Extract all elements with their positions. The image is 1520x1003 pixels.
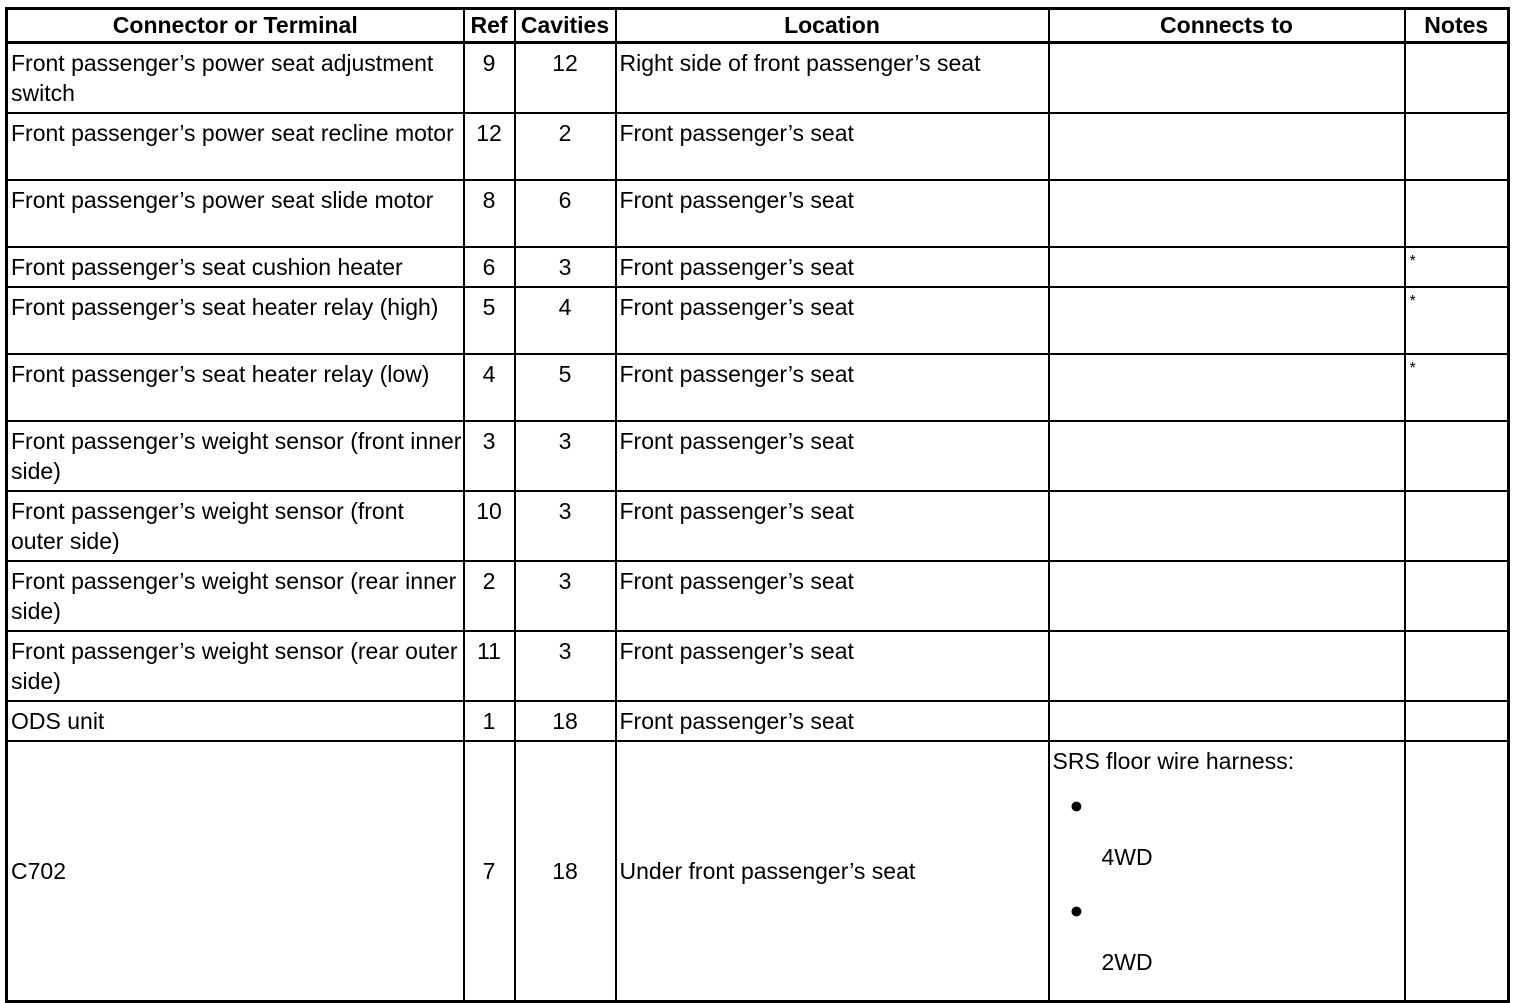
notes-cell [1405,561,1509,631]
ref-cell: 6 [464,247,515,287]
connects-to-list [1050,790,1404,1000]
location-cell: Under front passenger’s seat [616,741,1049,1002]
ref-cell: 7 [464,741,515,1002]
cavities-cell: 18 [515,741,616,1002]
notes-cell [1405,491,1509,561]
connects-to-cell [1049,631,1405,701]
header-connector: Connector or Terminal [7,9,464,43]
location-cell: Front passenger’s seat [616,631,1049,701]
notes-cell [1405,741,1509,1002]
table-row [7,180,1509,247]
location-cell: Front passenger’s seat [616,354,1049,421]
ref-cell: 3 [464,421,515,491]
connects-to-cell [1049,561,1405,631]
connects-to-cell [1049,113,1405,180]
cavities-cell: 3 [515,561,616,631]
table-row [7,491,1509,561]
cavities-cell: 3 [515,421,616,491]
list-item [1050,790,1404,895]
connector-table [5,7,1510,1003]
location-cell: Right side of front passenger’s seat [616,43,1049,114]
notes-cell: * [1405,247,1509,287]
ref-cell: 12 [464,113,515,180]
connects-to-cell [1049,701,1405,741]
table-row [7,741,1509,1002]
notes-cell [1405,421,1509,491]
connects-to-cell [1049,287,1405,354]
table-row [7,354,1509,421]
cavities-cell: 12 [515,43,616,114]
bullet-icon: ● [1069,792,1084,818]
connector-cell: Front passenger’s weight sensor (rear outer side) [7,631,464,701]
connector-cell: ODS unit [7,701,464,741]
table-header-row [7,9,1509,43]
ref-cell: 10 [464,491,515,561]
notes-cell [1405,701,1509,741]
table-row [7,701,1509,741]
cavities-cell: 18 [515,701,616,741]
connects-to-cell [1049,741,1405,1002]
connector-cell: Front passenger’s weight sensor (front inner side) [7,421,464,491]
notes-cell: * [1405,354,1509,421]
header-cavities: Cavities [515,9,616,43]
table-row [7,287,1509,354]
notes-cell [1405,631,1509,701]
connector-cell: Front passenger’s power seat recline motor [7,113,464,180]
location-cell: Front passenger’s seat [616,287,1049,354]
ref-cell: 8 [464,180,515,247]
list-item-label: 2WD [1101,949,1153,975]
table-row [7,43,1509,114]
table-row [7,113,1509,180]
connector-cell: Front passenger’s weight sensor (rear inner side) [7,561,464,631]
cavities-cell: 4 [515,287,616,354]
notes-cell [1405,113,1509,180]
connects-to-cell [1049,180,1405,247]
connects-to-cell [1049,421,1405,491]
connector-cell: Front passenger’s seat heater relay (low) [7,354,464,421]
connector-cell: Front passenger’s seat heater relay (high) [7,287,464,354]
list-item-label: 4WD [1101,844,1153,870]
cavities-cell: 2 [515,113,616,180]
header-ref: Ref [464,9,515,43]
connector-cell: Front passenger’s seat cushion heater [7,247,464,287]
connects-to-cell [1049,43,1405,114]
location-cell: Front passenger’s seat [616,701,1049,741]
notes-cell [1405,43,1509,114]
bullet-icon: ● [1069,897,1084,923]
location-cell: Front passenger’s seat [616,113,1049,180]
cavities-cell: 3 [515,491,616,561]
table-row [7,247,1509,287]
connects-to-cell [1049,354,1405,421]
connector-cell: C702 [7,741,464,1002]
connects-to-cell [1049,491,1405,561]
ref-cell: 5 [464,287,515,354]
ref-cell: 2 [464,561,515,631]
cavities-cell: 3 [515,631,616,701]
header-location: Location [616,9,1049,43]
list-item [1050,895,1404,1000]
connector-cell: Front passenger’s weight sensor (front outer side) [7,491,464,561]
header-connects-to: Connects to [1049,9,1405,43]
notes-cell: * [1405,287,1509,354]
cavities-cell: 5 [515,354,616,421]
connects-to-title: SRS floor wire harness: [1052,748,1295,774]
header-notes: Notes [1405,9,1509,43]
ref-cell: 9 [464,43,515,114]
notes-cell [1405,180,1509,247]
location-cell: Front passenger’s seat [616,561,1049,631]
location-cell: Front passenger’s seat [616,491,1049,561]
ref-cell: 4 [464,354,515,421]
table-row [7,421,1509,491]
connector-cell: Front passenger’s power seat slide motor [7,180,464,247]
location-cell: Front passenger’s seat [616,421,1049,491]
connector-cell: Front passenger’s power seat adjustment switch [7,43,464,114]
table-row [7,631,1509,701]
connects-to-cell [1049,247,1405,287]
cavities-cell: 3 [515,247,616,287]
cavities-cell: 6 [515,180,616,247]
table-row [7,561,1509,631]
location-cell: Front passenger’s seat [616,247,1049,287]
ref-cell: 11 [464,631,515,701]
ref-cell: 1 [464,701,515,741]
location-cell: Front passenger’s seat [616,180,1049,247]
